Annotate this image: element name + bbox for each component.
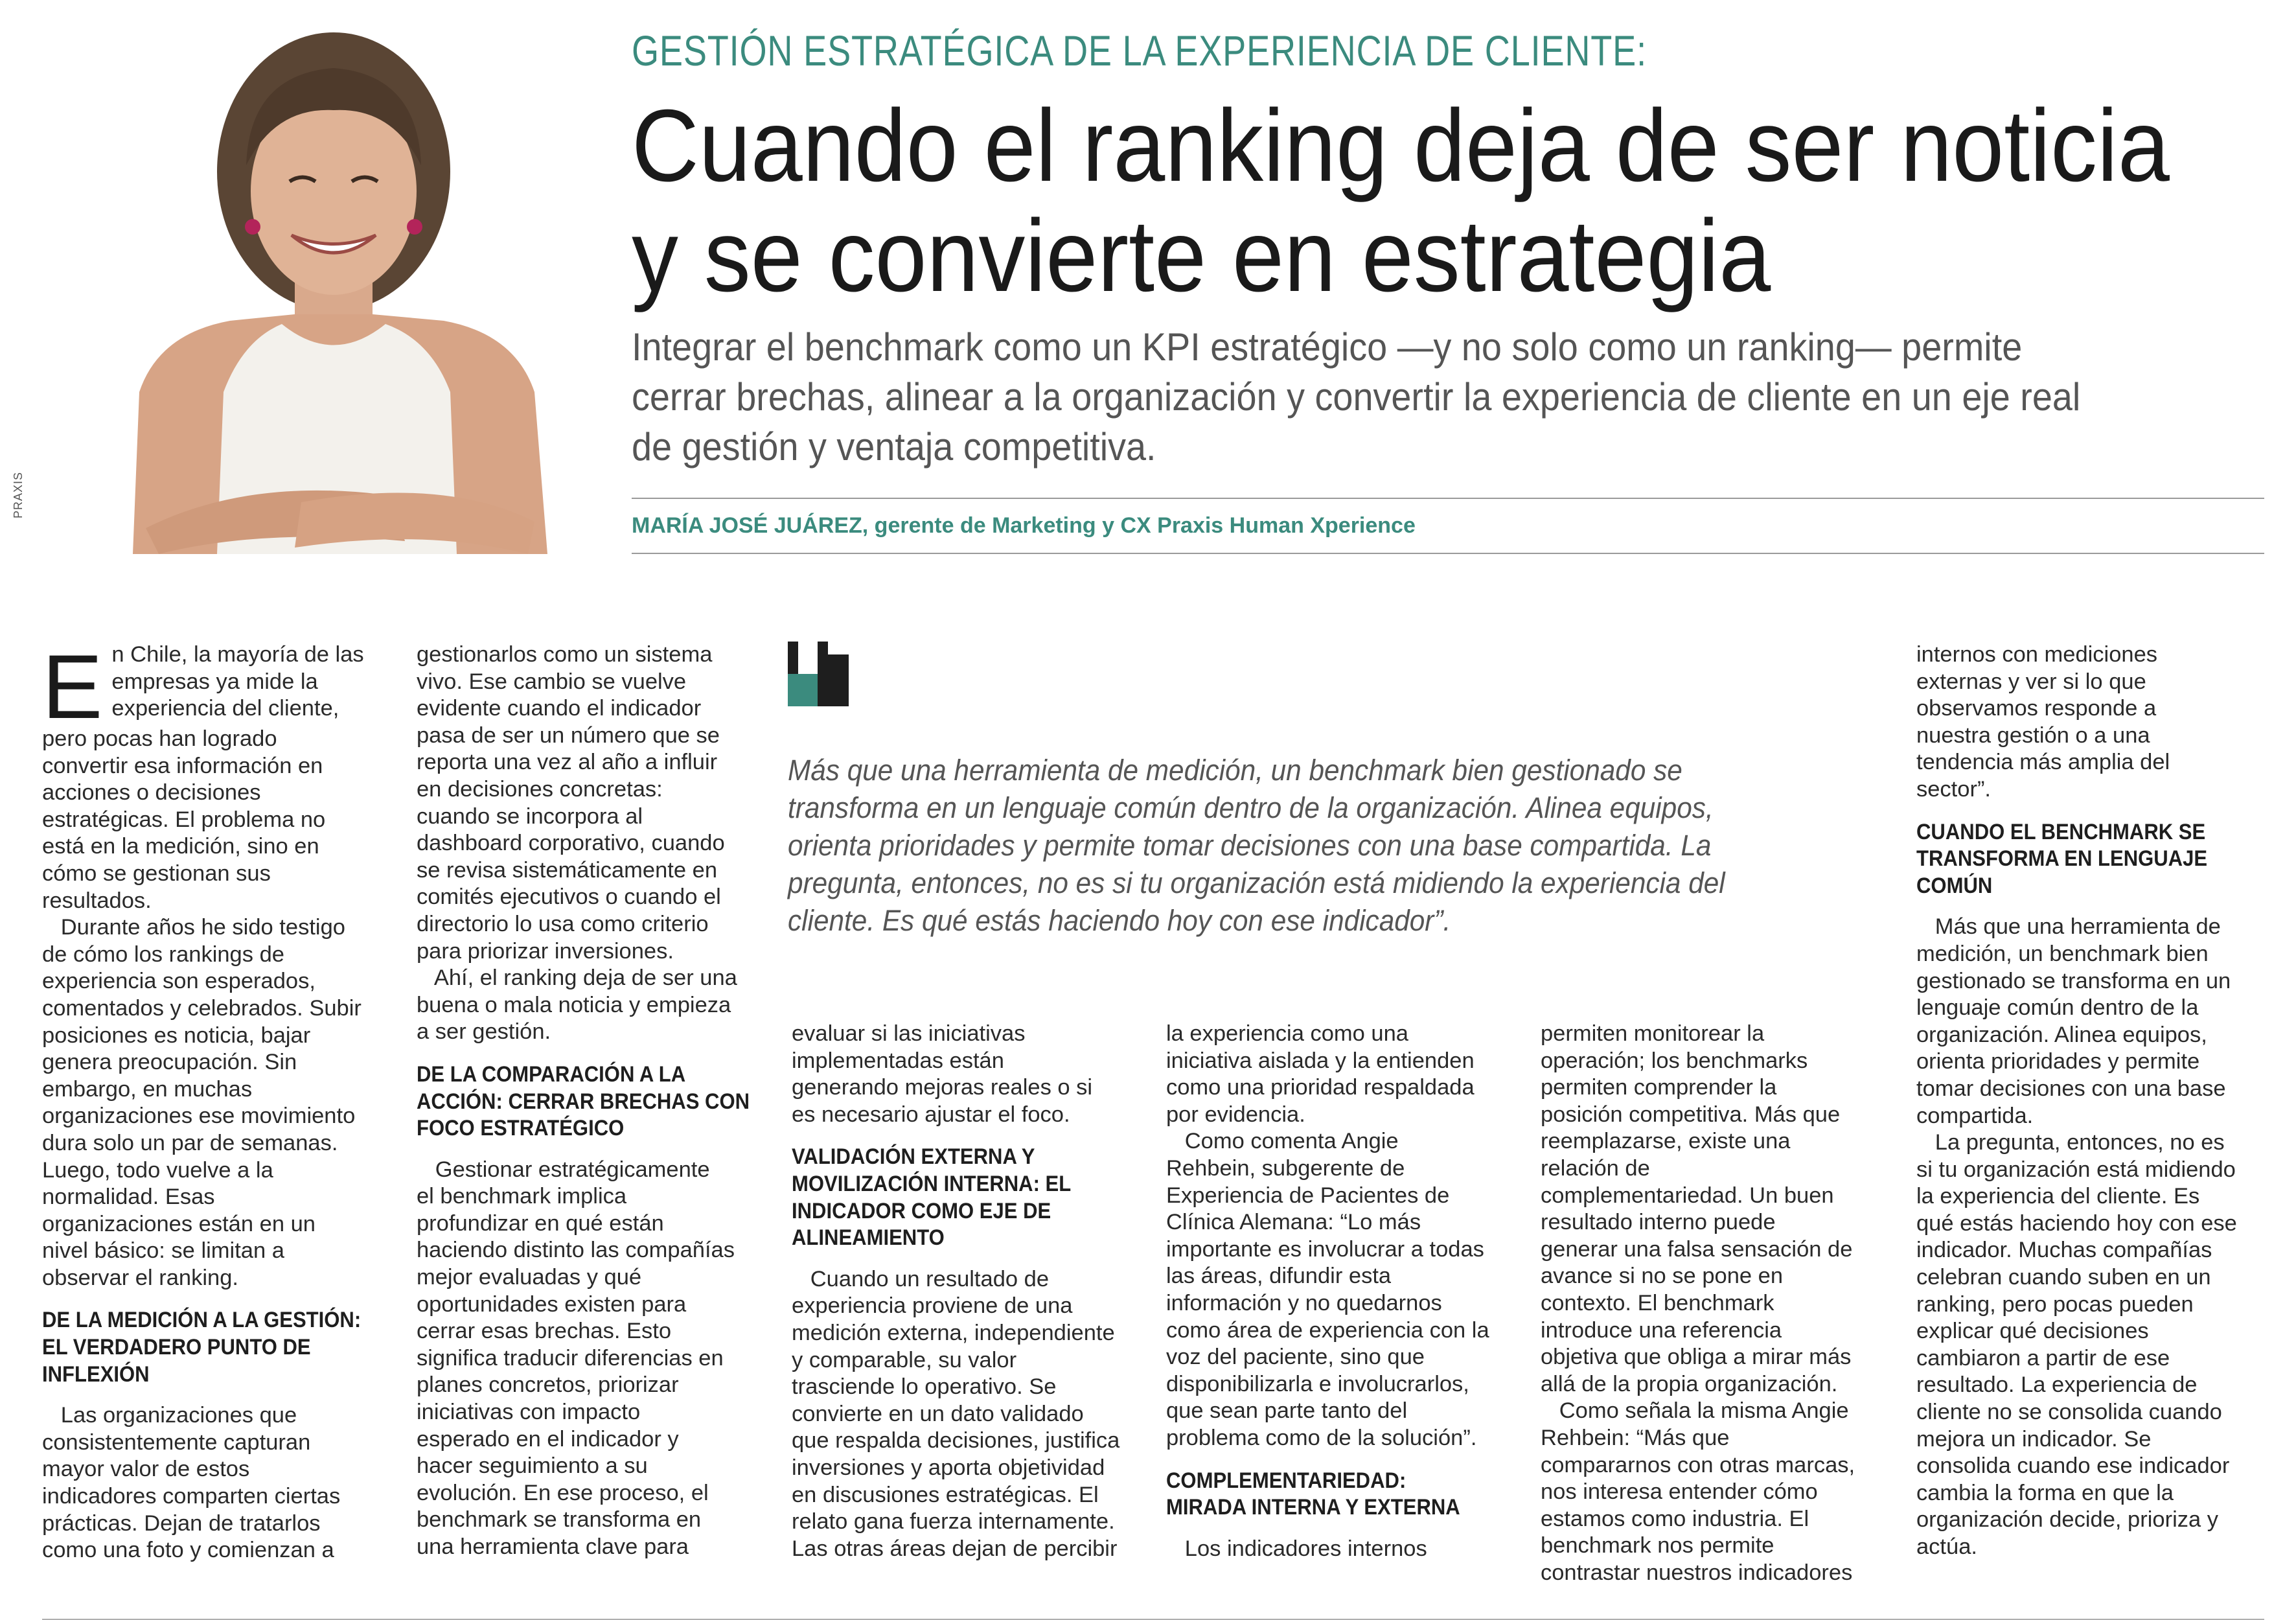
body-text-line: de cómo los rankings de [42,942,284,967]
body-text-line: tendencia más amplia del [1916,750,2170,775]
column-3 [792,1021,1142,1562]
author-portrait-illustration [120,29,567,554]
body-text-line: comentados y celebrados. Subir [42,995,362,1021]
body-text-line: permiten comprender la [1541,1075,1777,1100]
body-text-line: Como comenta Angie [1166,1129,1399,1154]
section-subhead: ACCIÓN: CERRAR BRECHAS CON [417,1089,750,1114]
body-text-line: como área de experiencia con la [1166,1317,1489,1343]
section-subhead: COMPLEMENTARIEDAD: [1166,1468,1406,1493]
body-text-line: a ser gestión. [417,1019,551,1045]
body-text-line: directorio lo usa como criterio [417,911,709,936]
body-text-line: prácticas. Dejan de tratarlos [42,1510,321,1536]
body-text-line: actúa. [1916,1534,1977,1559]
column-6 [1916,642,2266,1561]
section-subhead: MOVILIZACIÓN INTERNA: EL [792,1171,1072,1196]
body-text-line: iniciativa aislada y la entienden [1166,1048,1475,1073]
body-text-line: observamos responde a [1916,696,2157,721]
body-text-line: una herramienta clave para [417,1534,689,1559]
body-text-line: haciendo distinto las compañías [417,1238,735,1263]
body-text-line: internos con mediciones [1916,642,2158,667]
body-text-line: complementariedad. Un buen [1541,1183,1834,1208]
body-text-line: tomar decisiones con una base [1916,1076,2226,1101]
body-text-line: como una prioridad respaldada [1166,1075,1475,1100]
body-text-line: Experiencia de Pacientes de [1166,1183,1450,1208]
body-text-line: externas y ver si lo que [1916,669,2146,694]
body-text-line: indicador. Muchas compañías [1916,1238,2212,1263]
body-text-line: normalidad. Esas [42,1185,215,1210]
divider [632,498,2264,499]
body-text-line: mejora un indicador. Se [1916,1426,2152,1452]
body-text-line: significa traducir diferencias en [417,1345,724,1371]
section-subhead: EL VERDADERO PUNTO DE [42,1335,311,1360]
body-text-line: esperado en el indicador y [417,1426,679,1452]
body-text-line: introduce una referencia [1541,1317,1782,1343]
body-text-line: orienta prioridades y permite [1916,1049,2200,1074]
body-text-line: profundizar en qué están [417,1210,664,1236]
body-text-line: medición, un benchmark bien [1916,941,2209,966]
pull-quote-line: pregunta, entonces, no es si tu organización está midiendo la experiencia del [788,866,1725,899]
author-photo [120,29,567,554]
body-text-line: posición competitiva. Más que [1541,1102,1841,1127]
body-text-line: si tu organización está midiendo [1916,1157,2236,1182]
body-text-line: generando mejoras reales o si [792,1075,1093,1100]
body-text-line: medición externa, independiente [792,1320,1115,1345]
body-text-line: sector”. [1916,776,1992,802]
body-text-line: comités ejecutivos o cuando el [417,885,721,910]
body-text-line: inversiones y aporta objetividad [792,1455,1105,1480]
body-text-line: benchmark se transforma en [417,1507,702,1533]
body-text-line: planes concretos, priorizar [417,1372,679,1398]
headline-line: Cuando el ranking deja de ser noticia [632,89,2170,203]
body-text-line: La pregunta, entonces, no es [1916,1130,2225,1155]
body-text-line: Como señala la misma Angie [1541,1398,1849,1424]
body-text-line: observar el ranking. [42,1265,238,1290]
section-subhead: DE LA MEDICIÓN A LA GESTIÓN: [42,1308,362,1333]
body-text-line: organizaciones ese movimiento [42,1104,356,1129]
body-text-line: por evidencia. [1166,1102,1305,1127]
pull-quote [788,752,1800,940]
body-text-line: pasa de ser un número que se [417,723,720,748]
body-text-line: cuando se incorpora al [417,804,643,829]
section-subhead: INDICADOR COMO EJE DE [792,1198,1051,1223]
body-text-line: Rehbein, subgerente de [1166,1155,1405,1181]
body-text-line: organización decide, prioriza y [1916,1507,2219,1533]
body-text-line: Durante años he sido testigo [42,915,345,940]
body-text-line: operación; los benchmarks [1541,1048,1808,1073]
body-text-line: iniciativas con impacto [417,1400,641,1425]
body-text-line: experiencia son esperados, [42,969,316,994]
body-text-line: Más que una herramienta de [1916,914,2221,940]
body-text-line: compararnos con otras marcas, [1541,1452,1855,1477]
photo-credit: PRAXIS [12,471,25,518]
body-text-line: en decisiones concretas: [417,776,663,802]
byline-name: MARÍA JOSÉ JUÁREZ, [632,513,869,538]
body-text-line: empresas ya mide la [111,669,318,694]
body-text-line: benchmark nos permite [1541,1533,1774,1558]
body-text-line: convertir esa información en [42,753,323,778]
body-text-line: resultado interno puede [1541,1210,1776,1235]
body-text-line: experiencia proviene de una [792,1293,1073,1319]
body-text-line: generar una falsa sensación de [1541,1236,1853,1262]
body-text-line: Los indicadores internos [1166,1536,1427,1561]
body-text-line: nos interesa entender cómo [1541,1479,1818,1505]
body-text-line: reporta una vez al año a influir [417,750,718,775]
body-text-line: la experiencia como una [1166,1021,1408,1046]
body-text-line: Las organizaciones que [42,1403,297,1428]
section-subhead: ALINEAMIENTO [792,1225,945,1251]
body-text-line: trasciende lo operativo. Se [792,1374,1057,1400]
body-text-line: Cuando un resultado de [792,1266,1050,1291]
body-text-line: disponibilizarla e involucrarlos, [1166,1371,1469,1396]
body-text-line: compartida. [1916,1103,2034,1128]
body-text-line: lenguaje común dentro de la [1916,995,2199,1021]
body-text-line: Rehbein: “Más que [1541,1425,1730,1450]
kicker: GESTIÓN ESTRATÉGICA DE LA EXPERIENCIA DE CLIENTE: [632,27,1647,75]
body-text-line: evaluar si las iniciativas [792,1021,1026,1046]
section-subhead: INFLEXIÓN [42,1361,150,1387]
section-subhead: COMÚN [1916,873,1993,898]
body-text-line: experiencia del cliente, [111,696,339,721]
body-text-line: cliente no se consolida cuando [1916,1400,2222,1425]
body-text-line: hacer seguimiento a su [417,1453,648,1479]
body-text-line: mayor valor de estos [42,1457,250,1482]
section-subhead: CUANDO EL BENCHMARK SE [1916,819,2206,844]
body-text-line: cómo se gestionan sus [42,861,271,886]
dek-line: de gestión y ventaja competitiva. [632,425,1156,469]
body-text-line: cerrar esas brechas. Esto [417,1319,672,1344]
pull-quote-line: cliente. Es qué estás haciendo hoy con ese indicador”. [788,904,1451,937]
section-subhead: TRANSFORMA EN LENGUAJE [1916,846,2208,872]
body-text-line: indicadores comparten ciertas [42,1484,341,1509]
drop-cap: E [42,636,103,737]
body-text-line: Las otras áreas dejan de percibir [792,1536,1118,1561]
body-text-line: embargo, en muchas [42,1076,253,1102]
body-text-line: importante es involucrar a todas [1166,1236,1484,1262]
body-text-line: nivel básico: se limitan a [42,1238,284,1264]
headline-line: y se convierte en estrategia [632,199,1771,313]
byline [632,513,1416,538]
body-text-line: se revisa sistemáticamente en [417,857,718,883]
quote-icon [788,642,849,706]
body-text-line: pero pocas han logrado [42,726,277,751]
body-text-line: cambiaron a partir de ese [1916,1345,2170,1371]
body-text-line: implementadas están [792,1048,1004,1073]
body-text-line: resultado. La experiencia de [1916,1372,2198,1398]
body-text-line: nuestra gestión o a una [1916,723,2150,748]
body-text-line: que respalda decisiones, justifica [792,1428,1120,1453]
body-text-line: celebran cuando suben en un [1916,1265,2211,1290]
body-text-line: contexto. El benchmark [1541,1290,1774,1315]
body-text-line: buena o mala noticia y empieza [417,992,731,1017]
body-text-line: organizaciones están en un [42,1211,316,1236]
body-text-line: voz del paciente, sino que [1166,1345,1425,1370]
column-4 [1166,1021,1516,1562]
body-text-line: ranking, pero pocas pueden [1916,1291,2194,1317]
column-2 [417,642,766,1561]
body-text-line: cambia la forma en que la [1916,1480,2174,1505]
body-text-line: evolución. En ese proceso, el [417,1480,709,1505]
section-subhead: DE LA COMPARACIÓN A LA [417,1061,686,1087]
body-text-line: es necesario ajustar el foco. [792,1102,1070,1127]
pull-quote-line: orienta prioridades y permite tomar decisiones con una base compartida. La [788,829,1712,862]
body-text-line: organización. Alinea equipos, [1916,1022,2207,1047]
body-text-line: y comparable, su valor [792,1347,1017,1372]
body-text-line: avance si no se pone en [1541,1264,1784,1289]
body-text-line: vivo. Ese cambio se vuelve [417,669,687,694]
body-text-line: dura solo un par de semanas. [42,1130,338,1155]
body-text-line: convierte en un dato validado [792,1401,1084,1426]
body-text-line: contrastar nuestros indicadores [1541,1560,1853,1585]
body-text-line: el benchmark implica [417,1184,627,1209]
body-text-line: relación de [1541,1155,1650,1181]
dek-line: cerrar brechas, alinear a la organización y convertir la experiencia de cliente en un eje real [632,375,2081,419]
body-text-line: consolida cuando ese indicador [1916,1453,2230,1479]
body-text-line: problema como de la solución”. [1166,1425,1477,1450]
body-text-line: estratégicas. El problema no [42,807,326,832]
body-text-line: como una foto y comienzan a [42,1538,334,1563]
body-text-line: en discusiones estratégicas. El [792,1482,1099,1507]
headline [632,89,2170,313]
section-subhead: FOCO ESTRATÉGICO [417,1116,625,1141]
divider [632,553,2264,554]
body-text-line: Luego, todo vuelve a la [42,1157,273,1183]
body-text-line: mejor evaluadas y qué [417,1265,642,1290]
column-5 [1541,1021,1890,1586]
body-text-line: qué estás haciendo hoy con ese [1916,1210,2237,1236]
body-text-line: permiten monitorear la [1541,1021,1765,1046]
body-text-line: Clínica Alemana: “Lo más [1166,1210,1421,1235]
body-text-line: que sean parte tanto del [1166,1398,1408,1424]
body-text-line: explicar qué decisiones [1916,1319,2149,1344]
body-text-line: gestionado se transforma en un [1916,968,2231,993]
body-text-line: resultados. [42,888,152,913]
body-text-line: la experiencia del cliente. Es [1916,1184,2200,1209]
body-text-line: está en la medición, sino en [42,834,319,859]
body-text-line: consistentemente capturan [42,1429,311,1455]
body-text-line: las áreas, difundir esta [1166,1264,1392,1289]
body-text-line: posiciones es noticia, bajar [42,1023,311,1048]
section-subhead: VALIDACIÓN EXTERNA Y [792,1144,1035,1170]
body-text-line: Gestionar estratégicamente [417,1157,710,1182]
body-text-line: gestionarlos como un sistema [417,642,713,667]
body-text-line: allá de la propia organización. [1541,1371,1838,1396]
body-text-line: oportunidades existen para [417,1291,687,1317]
body-text-line: genera preocupación. Sin [42,1050,297,1075]
body-text-line: estamos como industria. El [1541,1506,1809,1531]
pull-quote-line: transforma en un lenguaje común dentro de la organización. Alinea equipos, [788,791,1714,824]
dek [632,322,2174,472]
column-1 [42,636,392,1564]
body-text-line: dashboard corporativo, cuando [417,831,725,856]
body-text-line: acciones o decisiones [42,780,261,805]
body-text-line: objetiva que obliga a mirar más [1541,1345,1852,1370]
body-text-line: reemplazarse, existe una [1541,1129,1791,1154]
body-text-line: Ahí, el ranking deja de ser una [417,966,737,991]
body-text-line: información y no quedarnos [1166,1290,1442,1315]
body-text-line: evidente cuando el indicador [417,696,702,721]
body-text-line: para priorizar inversiones. [417,938,674,964]
dek-line: Integrar el benchmark como un KPI estratégico —y no solo como un ranking— permite [632,325,2023,369]
pull-quote-line: Más que una herramienta de medición, un benchmark bien gestionado se [788,754,1682,787]
body-text-line: n Chile, la mayoría de las [111,642,364,667]
section-subhead: MIRADA INTERNA Y EXTERNA [1166,1495,1460,1520]
byline-role: gerente de Marketing y CX Praxis Human Xperience [868,513,1416,538]
body-text-line: relato gana fuerza internamente. [792,1509,1115,1534]
